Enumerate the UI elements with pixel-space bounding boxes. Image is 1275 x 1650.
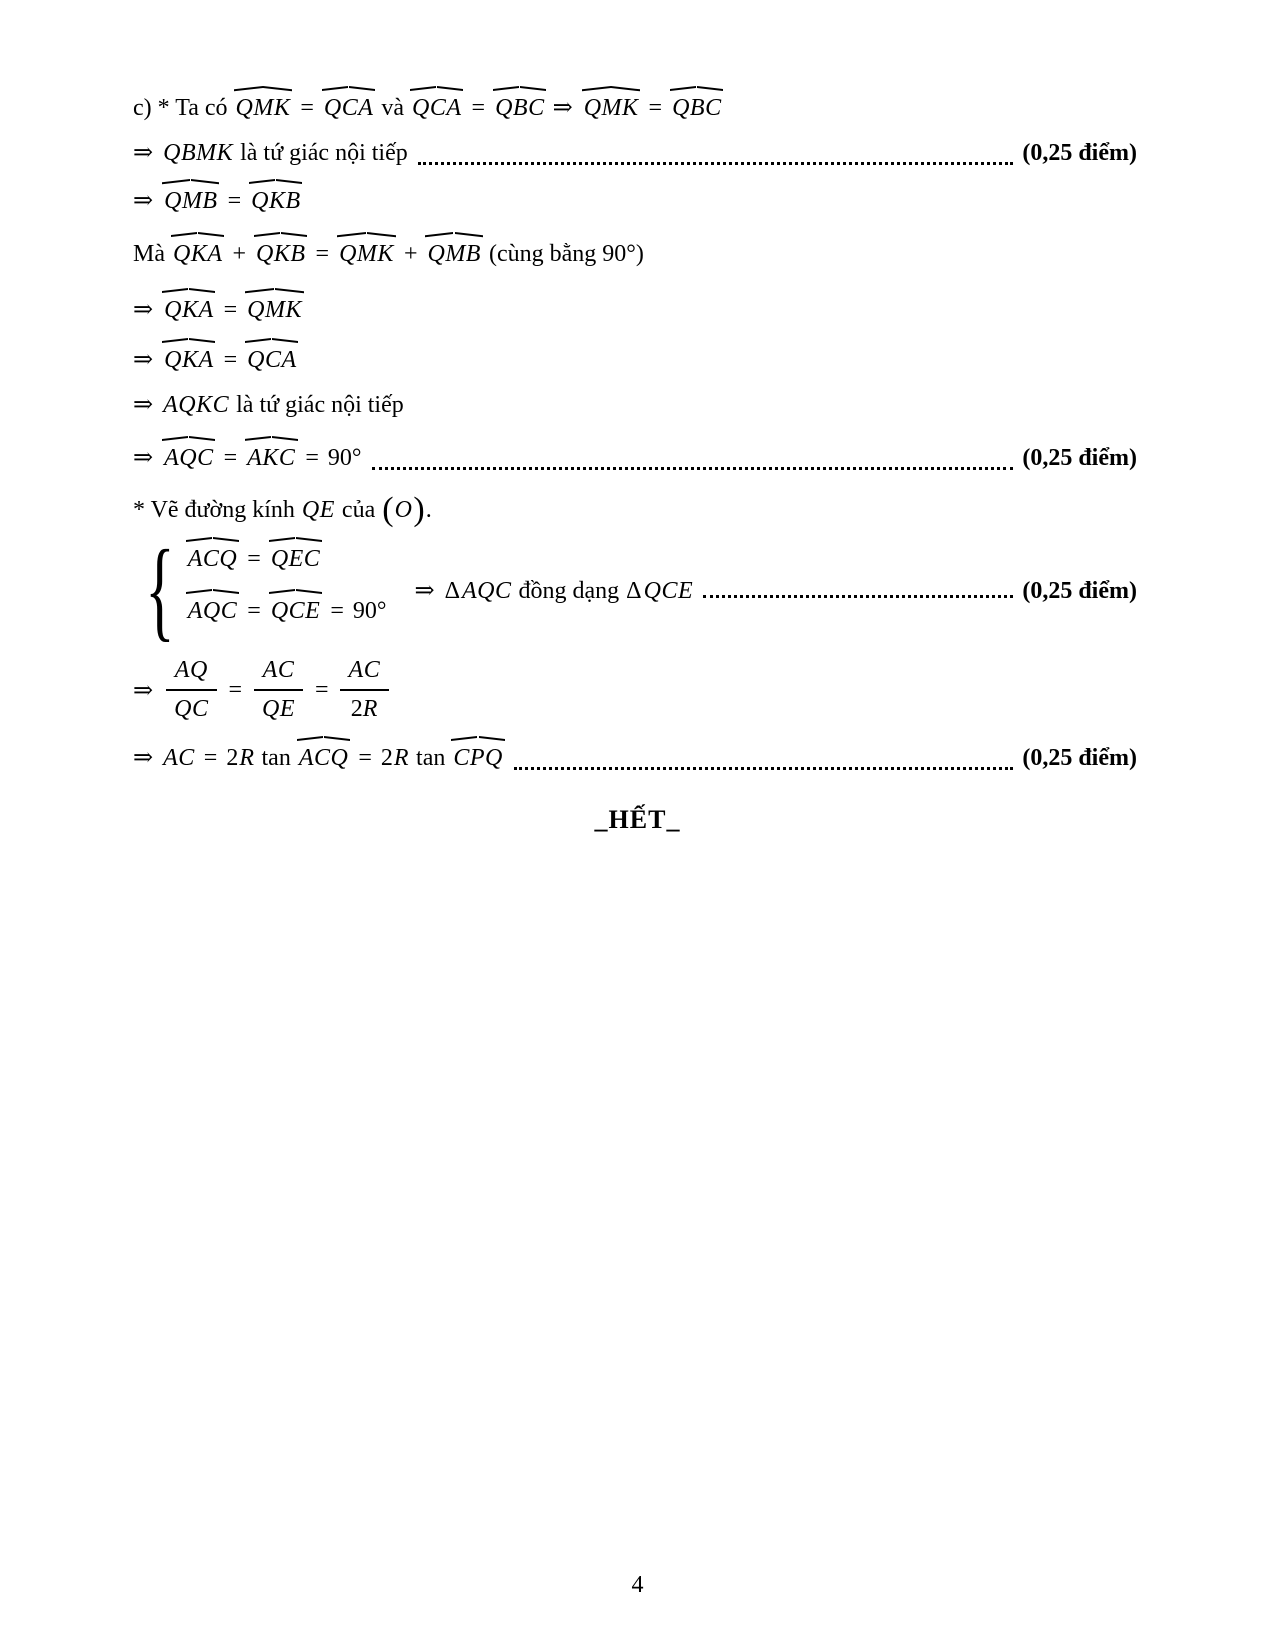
equals-sign: = bbox=[223, 347, 238, 373]
numerator: AQ bbox=[174, 657, 208, 683]
fraction-ac-2r bbox=[340, 657, 390, 723]
dotted-leader bbox=[418, 162, 1014, 165]
equation-system bbox=[133, 528, 1137, 652]
proof-line-4 bbox=[133, 241, 644, 275]
system-row-2 bbox=[187, 598, 387, 634]
implies-arrow: ⇒ bbox=[133, 745, 154, 771]
open-paren: ( bbox=[382, 491, 394, 528]
implies-arrow: ⇒ bbox=[414, 577, 435, 604]
angle-arc-qmk: QMK bbox=[235, 95, 291, 121]
denominator: QE bbox=[262, 696, 295, 722]
statement-text: là tứ giác nội tiếp bbox=[240, 140, 408, 166]
implies-arrow: ⇒ bbox=[133, 392, 154, 418]
equals-sign: = bbox=[227, 188, 242, 214]
equals-sign: = bbox=[247, 546, 261, 572]
equals-sign: = bbox=[247, 598, 261, 624]
angle-arc-qmb: QMB bbox=[164, 188, 218, 214]
quadrilateral-name: QBMK bbox=[163, 140, 234, 166]
degree-value: 90° bbox=[327, 445, 362, 471]
angle-arc-qmb: QMB bbox=[427, 241, 481, 267]
implies-arrow: ⇒ bbox=[133, 140, 154, 166]
angle-arc-aqc: AQC bbox=[164, 445, 214, 471]
proof-line-3 bbox=[133, 186, 302, 220]
equals-sign: = bbox=[203, 745, 218, 771]
angle-arc-acq: ACQ bbox=[187, 546, 238, 572]
system-equations bbox=[187, 546, 387, 634]
page-number-row bbox=[0, 1572, 1275, 1599]
equals-sign: = bbox=[300, 95, 314, 121]
quadrilateral-name: AQKC bbox=[163, 392, 230, 418]
tan-function: tan bbox=[261, 745, 291, 771]
dotted-leader bbox=[514, 767, 1013, 770]
angle-arc-qec: QEC bbox=[270, 546, 321, 572]
degree-value: 90° bbox=[352, 598, 387, 624]
equals-sign: = bbox=[471, 95, 486, 121]
triangle-name: AQC bbox=[462, 577, 512, 604]
angle-arc-acq: ACQ bbox=[298, 745, 349, 771]
angle-arc-qkb: QKB bbox=[251, 188, 301, 214]
number-2: 2 bbox=[380, 745, 393, 771]
dotted-leader bbox=[703, 595, 1013, 598]
close-paren: ) bbox=[413, 491, 425, 528]
equals-sign: = bbox=[648, 95, 663, 121]
equals-sign: = bbox=[330, 598, 344, 624]
end-marker-row bbox=[0, 805, 1275, 835]
delta-symbol: Δ bbox=[444, 577, 461, 604]
implies-arrow: ⇒ bbox=[133, 677, 154, 704]
line9-lead-text: * Vẽ đường kính bbox=[133, 497, 295, 523]
end-marker: _HẾT_ bbox=[594, 805, 681, 834]
numerator: AC bbox=[262, 657, 295, 683]
angle-arc-qce: QCE bbox=[270, 598, 321, 624]
system-row-1 bbox=[187, 546, 387, 582]
angle-arc-qkb: QKB bbox=[256, 241, 306, 267]
proof-line-ratios bbox=[133, 652, 391, 728]
triangle-qce bbox=[626, 578, 693, 605]
period: . bbox=[425, 497, 432, 523]
statement-text: là tứ giác nội tiếp bbox=[236, 392, 404, 418]
score-badge: (0,25 điểm) bbox=[1022, 445, 1137, 471]
equals-sign: = bbox=[228, 676, 242, 703]
equals-sign: = bbox=[223, 445, 238, 471]
similarity-conclusion bbox=[414, 576, 1137, 605]
denominator: QC bbox=[174, 696, 209, 722]
equals-sign: = bbox=[315, 241, 330, 267]
equals-sign: = bbox=[315, 676, 329, 703]
angle-arc-akc: AKC bbox=[247, 445, 296, 471]
equals-sign: = bbox=[223, 297, 238, 323]
angle-arc-cpq: CPQ bbox=[453, 745, 503, 771]
plus-sign: + bbox=[403, 241, 418, 267]
fraction-ac-qe bbox=[253, 657, 304, 723]
dotted-leader bbox=[372, 467, 1014, 470]
denominator-coefficient: 2 bbox=[350, 696, 363, 722]
angle-arc-qbc: QBC bbox=[672, 95, 722, 121]
triangle-aqc bbox=[445, 578, 512, 605]
implies-arrow: ⇒ bbox=[133, 188, 154, 214]
angle-arc-qmk: QMK bbox=[339, 241, 394, 267]
implies-arrow: ⇒ bbox=[133, 347, 154, 373]
proof-line-7 bbox=[133, 390, 404, 424]
angle-arc-qka: QKA bbox=[164, 297, 214, 323]
plus-sign: + bbox=[232, 241, 247, 267]
fraction-aq-qc bbox=[165, 657, 217, 723]
numerator: AC bbox=[348, 657, 381, 683]
proof-line-6 bbox=[133, 345, 298, 379]
circle-O-notation bbox=[382, 488, 432, 526]
angle-arc-qbc: QBC bbox=[495, 95, 545, 121]
angle-arc-qmk: QMK bbox=[583, 95, 639, 121]
angle-arc-qca: QCA bbox=[412, 95, 462, 121]
coefficient-2r bbox=[381, 745, 409, 772]
implies-arrow: ⇒ bbox=[552, 95, 573, 121]
angle-arc-qca: QCA bbox=[247, 347, 297, 373]
implies-arrow: ⇒ bbox=[133, 297, 154, 323]
angle-arc-aqc: AQC bbox=[187, 598, 238, 624]
system-brace: { bbox=[145, 528, 175, 652]
proof-line-2 bbox=[133, 138, 1137, 172]
equals-sign: = bbox=[305, 445, 319, 471]
implies-arrow: ⇒ bbox=[133, 445, 154, 471]
score-badge: (0,25 điểm) bbox=[1022, 140, 1137, 166]
proof-line-8 bbox=[133, 443, 1137, 477]
angle-arc-qka: QKA bbox=[164, 347, 214, 373]
angle-arc-qka: QKA bbox=[173, 241, 223, 267]
coefficient-2r bbox=[226, 745, 254, 772]
triangle-name: QCE bbox=[643, 577, 694, 604]
angle-arc-qca: QCA bbox=[323, 95, 374, 121]
proof-line-final bbox=[133, 743, 1137, 777]
radius-variable: R bbox=[239, 745, 255, 771]
denominator-variable: R bbox=[362, 696, 378, 722]
proof-line-1 bbox=[133, 93, 723, 127]
angle-arc-qmk: QMK bbox=[247, 297, 302, 323]
diameter-name: QE bbox=[301, 497, 335, 523]
proof-line-5 bbox=[133, 295, 303, 329]
delta-symbol: Δ bbox=[626, 577, 642, 604]
similarity-text: đồng dạng bbox=[518, 577, 620, 604]
number-2: 2 bbox=[226, 745, 239, 771]
equals-sign: = bbox=[358, 745, 372, 771]
tan-function: tan bbox=[416, 745, 446, 771]
parenthetical-text: (cùng bằng 90°) bbox=[488, 241, 644, 267]
score-badge: (0,25 điểm) bbox=[1022, 577, 1137, 604]
line9-mid-text: của bbox=[341, 497, 376, 523]
proof-line-9 bbox=[133, 488, 432, 528]
conjunction-text: và bbox=[381, 95, 405, 121]
line1-lead-text: c) * Ta có bbox=[133, 95, 228, 121]
score-badge: (0,25 điểm) bbox=[1022, 745, 1137, 771]
segment-name: AC bbox=[163, 745, 195, 771]
line4-lead-text: Mà bbox=[133, 241, 165, 267]
page-number: 4 bbox=[631, 1572, 644, 1598]
circle-center-label: O bbox=[394, 497, 413, 523]
radius-variable: R bbox=[393, 745, 410, 771]
